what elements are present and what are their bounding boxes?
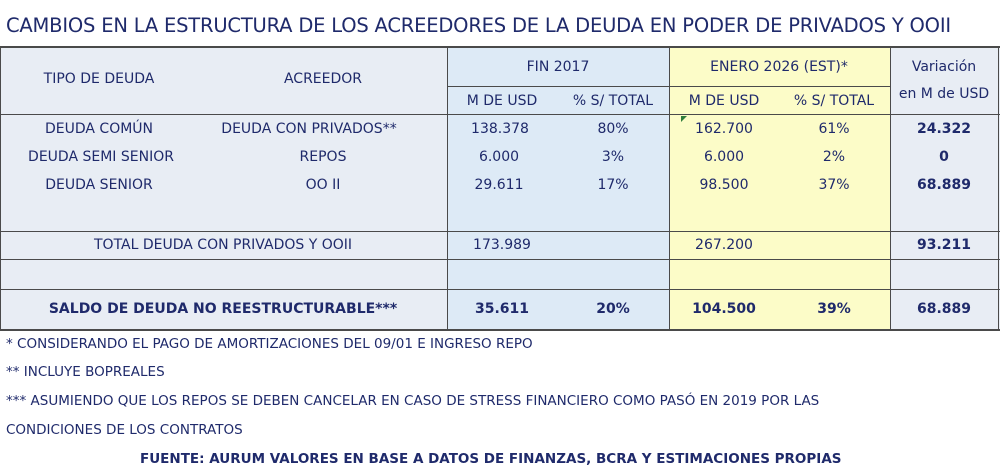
header-variacion-line2: en M de USD xyxy=(898,86,990,102)
row-1-p2017: 80% xyxy=(597,121,629,137)
comment-marker-icon xyxy=(681,116,687,122)
header-tipo: TIPO DE DEUDA xyxy=(43,71,155,87)
row-3-p2017: 17% xyxy=(597,177,629,193)
row-3-m2026: 98.500 xyxy=(699,177,749,193)
row-2-p2026: 2% xyxy=(822,149,846,165)
row-1-p2026: 61% xyxy=(818,121,850,137)
row-3-m2017: 29.611 xyxy=(474,177,524,193)
row-1-tipo: DEUDA COMÚN xyxy=(44,121,154,137)
saldo-m2026: 104.500 xyxy=(692,301,756,317)
row-1-var: 24.322 xyxy=(916,121,972,137)
row-3-p2026: 37% xyxy=(818,177,850,193)
header-pct-2017: % S/ TOTAL xyxy=(572,93,654,109)
saldo-label: SALDO DE DEUDA NO REESTRUCTURABLE*** xyxy=(48,301,398,317)
header-acreedor: ACREEDOR xyxy=(283,71,363,87)
saldo-p2017: 20% xyxy=(596,301,630,317)
footnote-2: ** INCLUYE BOPREALES xyxy=(6,364,165,380)
footnote-1: * CONSIDERANDO EL PAGO DE AMORTIZACIONES DEL 09/01 E INGRESO REPO xyxy=(6,336,533,352)
row-1-acreedor: DEUDA CON PRIVADOS** xyxy=(221,121,397,137)
total-label: TOTAL DEUDA CON PRIVADOS Y OOII xyxy=(93,237,353,253)
table-title: CAMBIOS EN LA ESTRUCTURA DE LOS ACREEDORES DE LA DEUDA EN PODER DE PRIVADOS Y OOII xyxy=(6,14,951,37)
row-1-m2017: 138.378 xyxy=(471,121,529,137)
row-3-acreedor: OO II xyxy=(305,177,341,193)
saldo-m2017: 35.611 xyxy=(474,301,530,317)
header-pct-2026: % S/ TOTAL xyxy=(793,93,875,109)
row-2-var: 0 xyxy=(939,149,949,165)
saldo-p2026: 39% xyxy=(817,301,851,317)
source-note: FUENTE: AURUM VALORES EN BASE A DATOS DE FINANZAS, BCRA Y ESTIMACIONES PROPIAS xyxy=(140,451,842,467)
row-1-m2026: 162.700 xyxy=(695,121,753,137)
row-3-tipo: DEUDA SENIOR xyxy=(45,177,153,193)
footnote-3: *** ASUMIENDO QUE LOS REPOS SE DEBEN CANCELAR EN CASO DE STRESS FINANCIERO COMO PASÓ EN 2019 POR LAS xyxy=(6,393,820,409)
row-2-tipo: DEUDA SEMI SENIOR xyxy=(28,149,174,165)
row-2-m2017: 6.000 xyxy=(478,149,520,165)
row-2-p2017: 3% xyxy=(601,149,625,165)
header-m-usd-2026: M DE USD xyxy=(688,93,760,109)
row-2-m2026: 6.000 xyxy=(703,149,745,165)
total-var: 93.211 xyxy=(916,237,972,253)
header-enero2026: ENERO 2026 (EST)* xyxy=(710,59,848,75)
saldo-var: 68.889 xyxy=(916,301,972,317)
total-m2017: 173.989 xyxy=(473,237,531,253)
row-3-var: 68.889 xyxy=(916,177,972,193)
header-variacion-line1: Variación xyxy=(911,59,977,75)
debt-table xyxy=(0,46,1000,331)
header-m-usd-2017: M DE USD xyxy=(466,93,538,109)
row-2-acreedor: REPOS xyxy=(299,149,347,165)
total-m2026: 267.200 xyxy=(695,237,753,253)
footnote-3-cont: CONDICIONES DE LOS CONTRATOS xyxy=(6,422,243,438)
header-fin2017: FIN 2017 xyxy=(526,59,590,75)
